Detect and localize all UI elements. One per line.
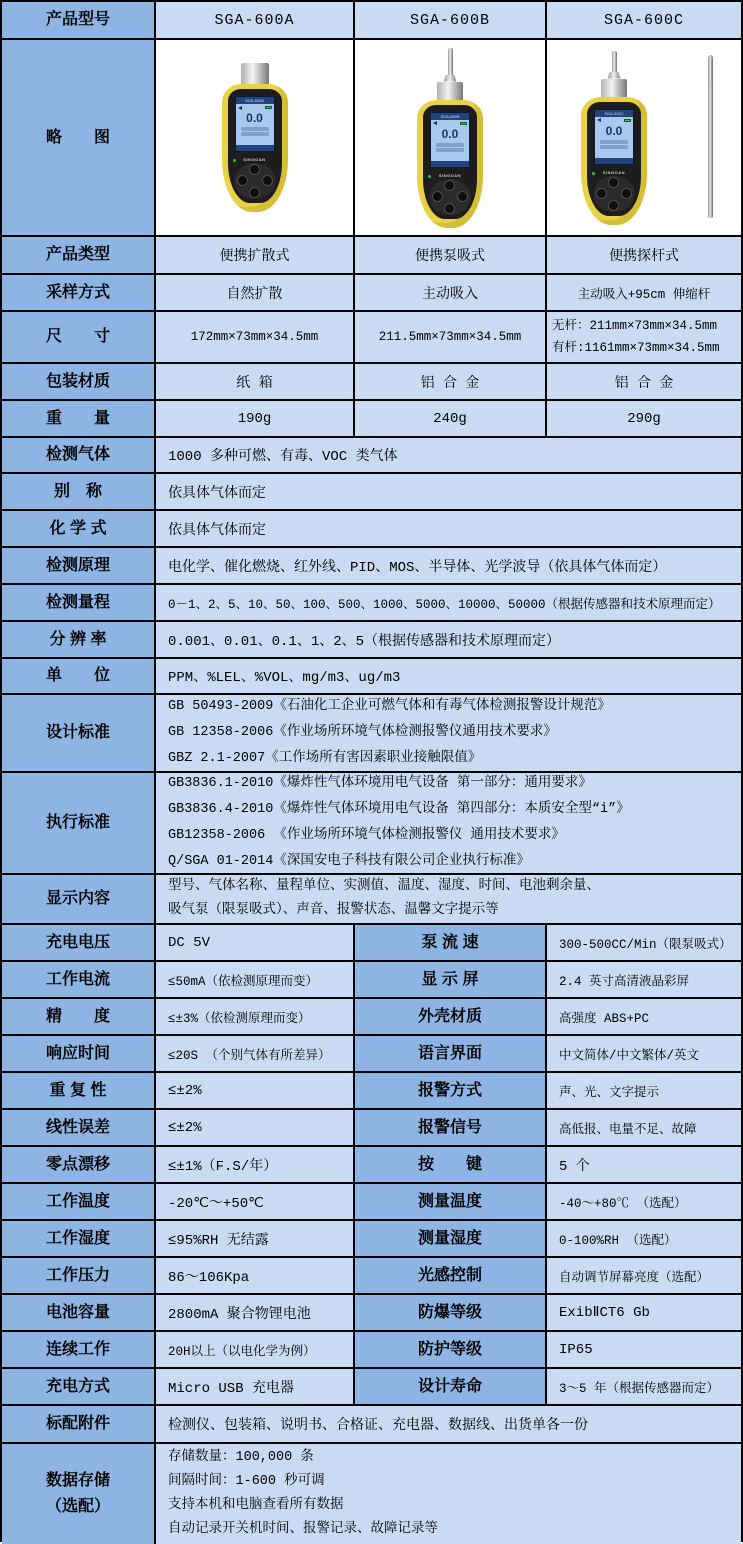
row-value-c: 便携探杆式 xyxy=(547,237,741,275)
row-value xyxy=(156,875,741,925)
screen-info-line xyxy=(436,148,464,152)
row-value-2: 高低报、电量不足、故障 xyxy=(547,1110,741,1147)
row-label: 分 辨 率 xyxy=(2,622,156,659)
row-value-2: IP65 xyxy=(547,1332,741,1369)
row-value-c xyxy=(547,312,741,364)
model-name-sga600c: SGA-600C xyxy=(547,2,741,40)
screen-title: SGA-600C xyxy=(595,110,633,117)
screen-reading: 0.0 xyxy=(605,123,623,138)
row-value: PPM、%LEL、%VOL、mg/m3、ug/m3 xyxy=(156,659,741,695)
storage-line: 支持本机和电脑查看所有数据 xyxy=(168,1498,344,1513)
design-standard-line: GB 50493-2009《石油化工企业可燃气体和有毒气体检测报警设计规范》 xyxy=(168,699,611,714)
row-label: 单 位 xyxy=(2,659,156,695)
row-repeatability-alarm-mode xyxy=(2,1073,741,1110)
row-value: 20H以上（以电化学为例） xyxy=(156,1332,355,1369)
row-label: 零点漂移 xyxy=(2,1147,156,1184)
speaker-icon xyxy=(238,106,242,110)
row-continuous-work-protection xyxy=(2,1332,741,1369)
row-label-2: 测量湿度 xyxy=(355,1221,547,1258)
row-packing xyxy=(2,364,741,401)
exec-standard-line: GB3836.4-2010《爆炸性气体环境用电气设备 第四部分：本质安全型“i”》 xyxy=(168,802,630,817)
power-led xyxy=(233,159,236,162)
row-label: 检测气体 xyxy=(2,438,156,474)
speaker-icon xyxy=(597,118,601,122)
row-display-content xyxy=(2,875,741,925)
screen-title: SGA-600B xyxy=(431,113,469,120)
product-photo-sga600b xyxy=(355,40,547,237)
row-label: 化 学 式 xyxy=(2,511,156,548)
device-illustration-c xyxy=(581,51,647,225)
row-value-b: 便携泵吸式 xyxy=(355,237,547,275)
row-value: 0－1、2、5、10、50、100、500、1000、5000、10000、50000（根据传感器和技术原理而定） xyxy=(156,585,741,622)
device-body xyxy=(581,97,647,225)
row-value: 电化学、催化燃烧、红外线、PID、MOS、半导体、光学波导（依具体气体而定） xyxy=(156,548,741,585)
sketch-label: 略 图 xyxy=(2,40,156,237)
row-sampling xyxy=(2,275,741,312)
row-label-2: 光感控制 xyxy=(355,1258,547,1295)
row-chemical-formula xyxy=(2,511,741,548)
row-label: 连续工作 xyxy=(2,1332,156,1369)
row-label: 线性误差 xyxy=(2,1110,156,1147)
model-name-sga600b: SGA-600B xyxy=(355,2,547,40)
row-charge-method-design-life xyxy=(2,1369,741,1406)
sensor-cap xyxy=(437,82,463,101)
row-label: 标配附件 xyxy=(2,1406,156,1444)
battery-icon xyxy=(265,106,272,109)
screen-date-bar xyxy=(236,145,274,151)
row-value: 检测仪、包装箱、说明书、合格证、充电器、数据线、出货单各一份 xyxy=(156,1406,741,1444)
row-value-a: 纸 箱 xyxy=(156,364,355,401)
row-value xyxy=(156,695,741,773)
device-illustration-b xyxy=(417,48,483,228)
row-value-b: 铝 合 金 xyxy=(355,364,547,401)
row-value: 86～106Kpa xyxy=(156,1258,355,1295)
row-label: 检测量程 xyxy=(2,585,156,622)
row-label-2: 按 键 xyxy=(355,1147,547,1184)
sampling-probe-icon xyxy=(612,51,617,72)
row-label: 别 称 xyxy=(2,474,156,511)
row-value-a: 自然扩散 xyxy=(156,275,355,312)
row-label-2: 显 示 屏 xyxy=(355,962,547,999)
device-body xyxy=(222,84,288,212)
up-button xyxy=(444,180,455,191)
row-resolution xyxy=(2,622,741,659)
row-label-2: 测量温度 xyxy=(355,1184,547,1221)
row-label-2: 防爆等级 xyxy=(355,1295,547,1332)
device-front-panel xyxy=(228,89,282,203)
row-label: 尺 寸 xyxy=(2,312,156,364)
brand-label: SINGOAN xyxy=(243,157,266,162)
device-screen xyxy=(430,112,470,168)
row-label: 充电电压 xyxy=(2,925,156,962)
row-label: 执行标准 xyxy=(2,773,156,875)
screen-info-line xyxy=(241,132,269,136)
row-value: ≤50mA（依检测原理而变） xyxy=(156,962,355,999)
row-accuracy-shell xyxy=(2,999,741,1036)
brand-row xyxy=(587,170,641,175)
row-label: 电池容量 xyxy=(2,1295,156,1332)
row-linearity-alarm-signal xyxy=(2,1110,741,1147)
row-label: 精 度 xyxy=(2,999,156,1036)
row-value: ≤±3%（依检测原理而变） xyxy=(156,999,355,1036)
up-button xyxy=(608,177,619,188)
row-product-type xyxy=(2,237,741,275)
row-value: DC 5V xyxy=(156,925,355,962)
speaker-icon xyxy=(433,121,437,125)
row-detect-principle xyxy=(2,548,741,585)
row-value-2: -40～+80℃ （选配） xyxy=(547,1184,741,1221)
row-value-a: 190g xyxy=(156,401,355,438)
row-value: 依具体气体而定 xyxy=(156,474,741,511)
screen-reading: 0.0 xyxy=(246,111,263,125)
left-button xyxy=(596,188,607,199)
row-value: 1000 多种可燃、有毒、VOC 类气体 xyxy=(156,438,741,474)
row-label: 检测原理 xyxy=(2,548,156,585)
display-content-line: 吸气泵（限泵吸式）、声音、报警状态、温馨文字提示等 xyxy=(168,903,499,918)
storage-label-line2: （选配） xyxy=(45,1498,110,1515)
row-label: 重 量 xyxy=(2,401,156,438)
brand-label: SINGOAN xyxy=(438,172,462,178)
row-label: 重 复 性 xyxy=(2,1073,156,1110)
row-label-2: 防护等级 xyxy=(355,1332,547,1369)
probe-base xyxy=(608,72,621,79)
screen-info-line xyxy=(436,143,464,147)
screen-title: SGA-600A xyxy=(236,97,274,104)
probe-base xyxy=(444,75,457,82)
enter-button xyxy=(608,200,619,211)
header-label: 产品型号 xyxy=(2,2,156,40)
power-led xyxy=(428,175,431,178)
row-detect-range xyxy=(2,585,741,622)
screen-date-bar xyxy=(431,161,469,167)
screen-status-bar xyxy=(595,117,633,124)
left-button xyxy=(432,191,443,202)
row-label: 产品类型 xyxy=(2,237,156,275)
row-value xyxy=(156,773,741,875)
button-pad xyxy=(429,179,471,215)
row-value-2: ExibⅡCT6 Gb xyxy=(547,1295,741,1332)
row-label: 显示内容 xyxy=(2,875,156,925)
size-c-line2: 有杆:1161mm×73mm×34.5mm xyxy=(552,341,720,355)
row-label-2: 报警方式 xyxy=(355,1073,547,1110)
row-value: -20℃～+50℃ xyxy=(156,1184,355,1221)
row-label: 响应时间 xyxy=(2,1036,156,1073)
row-value-2: 0-100%RH （选配） xyxy=(547,1221,741,1258)
row-value: 依具体气体而定 xyxy=(156,511,741,548)
row-label-2: 设计寿命 xyxy=(355,1369,547,1406)
size-c-line1: 无杆：211mm×73mm×34.5mm xyxy=(552,319,718,333)
device-screen xyxy=(235,96,275,152)
row-value-b: 240g xyxy=(355,401,547,438)
screen-reading: 0.0 xyxy=(441,126,459,141)
row-design-standard xyxy=(2,695,741,773)
row-value-c: 主动吸入+95cm 伸缩杆 xyxy=(547,275,741,312)
row-value-2: 300-500CC/Min（限泵吸式） xyxy=(547,925,741,962)
button-pad xyxy=(234,163,276,199)
row-label: 工作湿度 xyxy=(2,1221,156,1258)
row-response-language xyxy=(2,1036,741,1073)
row-zero-drift-keys xyxy=(2,1147,741,1184)
device-front-panel xyxy=(587,102,641,216)
row-value: 0.001、0.01、0.1、1、2、5（根据传感器和技术原理而定） xyxy=(156,622,741,659)
product-photo-sga600a xyxy=(156,40,355,237)
row-size xyxy=(2,312,741,364)
screen-status-bar xyxy=(236,104,274,111)
row-value: ≤20S （个别气体有所差异） xyxy=(156,1036,355,1073)
power-led xyxy=(592,172,595,175)
row-value-c: 铝 合 金 xyxy=(547,364,741,401)
storage-label-line1: 数据存储 xyxy=(45,1472,110,1489)
screen-status-bar xyxy=(431,120,469,127)
exec-standard-line: GB12358-2006 《作业场所环境气体检测报警仪 通用技术要求》 xyxy=(168,828,565,843)
enter-button xyxy=(249,187,260,198)
row-value-2: 5 个 xyxy=(547,1147,741,1184)
row-detect-gas xyxy=(2,438,741,474)
row-value-b: 211.5mm×73mm×34.5mm xyxy=(355,312,547,364)
screen-info-line xyxy=(600,145,628,149)
row-label-2: 语言界面 xyxy=(355,1036,547,1073)
row-working-current-display xyxy=(2,962,741,999)
display-content-line: 型号、气体名称、量程单位、实测值、温度、湿度、时间、电池剩余量、 xyxy=(168,879,600,894)
right-button xyxy=(621,188,632,199)
row-battery-explosion-proof xyxy=(2,1295,741,1332)
row-value: Micro USB 充电器 xyxy=(156,1369,355,1406)
row-data-storage xyxy=(2,1444,741,1544)
brand-label: SINGOAN xyxy=(602,169,626,175)
row-value-2: 中文简体/中文繁体/英文 xyxy=(547,1036,741,1073)
row-value-a: 便携扩散式 xyxy=(156,237,355,275)
screen-info-line xyxy=(241,127,269,131)
design-standard-line: GB 12358-2006《作业场所环境气体检测报警仪通用技术要求》 xyxy=(168,725,557,740)
row-working-temp-measure-temp xyxy=(2,1184,741,1221)
left-button xyxy=(237,175,248,186)
row-label: 工作温度 xyxy=(2,1184,156,1221)
device-screen xyxy=(594,109,634,165)
row-label: 设计标准 xyxy=(2,695,156,773)
right-button xyxy=(262,175,273,186)
row-charge-voltage-pump-flow xyxy=(2,925,741,962)
storage-line: 存储数量：100,000 条 xyxy=(168,1450,314,1465)
device-front-panel xyxy=(423,105,477,219)
screen-date-bar xyxy=(595,158,633,164)
row-working-pressure-light-control xyxy=(2,1258,741,1295)
row-value: ≤±2% xyxy=(156,1073,355,1110)
product-photo-sga600c xyxy=(547,40,741,237)
storage-line: 间隔时间：1-600 秒可调 xyxy=(168,1474,325,1489)
exec-standard-line: Q/SGA 01-2014《深国安电子科技有限公司企业执行标准》 xyxy=(168,854,530,869)
row-label-2: 外壳材质 xyxy=(355,999,547,1036)
row-value-2: 3～5 年（根据传感器而定） xyxy=(547,1369,741,1406)
row-weight xyxy=(2,401,741,438)
button-pad xyxy=(593,176,635,212)
device-illustration-a xyxy=(222,63,288,212)
row-value xyxy=(156,1444,741,1544)
row-value-2: 自动调节屏幕亮度（选配） xyxy=(547,1258,741,1295)
battery-icon xyxy=(460,122,467,125)
row-alias xyxy=(2,474,741,511)
battery-icon xyxy=(624,119,631,122)
row-value-b: 主动吸入 xyxy=(355,275,547,312)
model-name-sga600a: SGA-600A xyxy=(156,2,355,40)
enter-button xyxy=(444,203,455,214)
row-label: 工作压力 xyxy=(2,1258,156,1295)
row-label xyxy=(2,1444,156,1544)
sensor-cap xyxy=(601,79,627,98)
up-button xyxy=(249,164,260,175)
row-working-humidity-measure-humidity xyxy=(2,1221,741,1258)
design-standard-line: GBZ 2.1-2007《工作场所有害因素职业接触限值》 xyxy=(168,751,482,766)
row-value-2: 高强度 ABS+PC xyxy=(547,999,741,1036)
row-label: 充电方式 xyxy=(2,1369,156,1406)
row-value-2: 2.4 英寸高清液晶彩屏 xyxy=(547,962,741,999)
row-value-2: 声、光、文字提示 xyxy=(547,1073,741,1110)
sampling-probe-icon xyxy=(448,48,453,75)
row-value-a: 172mm×73mm×34.5mm xyxy=(156,312,355,364)
row-label-2: 报警信号 xyxy=(355,1110,547,1147)
device-body xyxy=(417,100,483,228)
sensor-cap xyxy=(241,63,269,85)
telescopic-rod xyxy=(708,56,713,218)
screen-info-line xyxy=(600,140,628,144)
row-exec-standard xyxy=(2,773,741,875)
row-value: ≤±2% xyxy=(156,1110,355,1147)
brand-row xyxy=(228,157,282,162)
header-row xyxy=(2,2,741,40)
row-label: 包装材质 xyxy=(2,364,156,401)
row-value: ≤95%RH 无结露 xyxy=(156,1221,355,1258)
row-value: ≤±1%（F.S/年） xyxy=(156,1147,355,1184)
exec-standard-line: GB3836.1-2010《爆炸性气体环境用电气设备 第一部分：通用要求》 xyxy=(168,776,592,791)
row-unit xyxy=(2,659,741,695)
row-label: 采样方式 xyxy=(2,275,156,312)
row-label-2: 泵 流 速 xyxy=(355,925,547,962)
row-accessories xyxy=(2,1406,741,1444)
storage-line: 自动记录开关机时间、报警记录、故障记录等 xyxy=(168,1522,438,1537)
row-label: 工作电流 xyxy=(2,962,156,999)
row-value-c: 290g xyxy=(547,401,741,438)
row-value: 2800mA 聚合物锂电池 xyxy=(156,1295,355,1332)
brand-row xyxy=(423,173,477,178)
right-button xyxy=(457,191,468,202)
sketch-row xyxy=(2,40,741,237)
